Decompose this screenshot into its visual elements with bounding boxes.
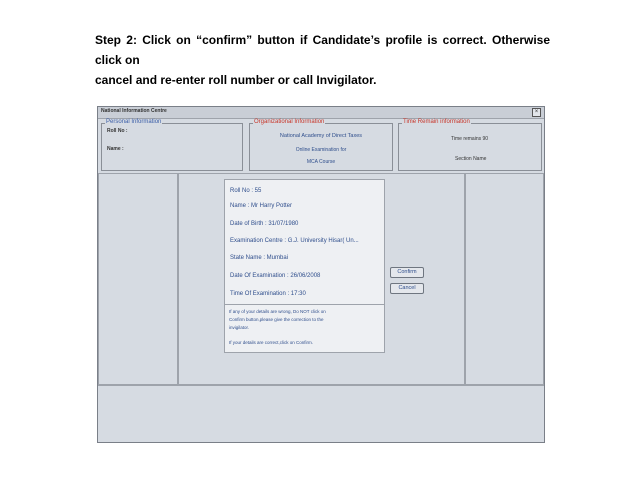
roll-no-value: Roll No : 55: [230, 188, 262, 194]
note-line-3: invigilator.: [229, 325, 250, 330]
window-title: National Information Centre: [101, 108, 167, 114]
personal-info-legend: Personal Information: [106, 119, 162, 125]
time-info-legend: Time Remain information: [403, 119, 470, 125]
state-name: State Name : Mumbai: [230, 255, 289, 261]
examination-centre: Examination Centre : G.J. University Hisar( Un...: [230, 238, 359, 244]
note-line-1: If any of your details are wrong, Do NOT click on: [229, 309, 326, 314]
exam-for-label: Online Examination for: [295, 147, 347, 153]
candidate-details-panel: [224, 179, 385, 353]
candidate-name: Name : Mr Harry Potter: [230, 203, 293, 209]
window-titlebar: [98, 107, 544, 119]
instruction-line-1: Step 2: Click on “confirm” button if Candidate’s profile is correct. Otherwise click on: [95, 33, 550, 67]
details-divider: [225, 304, 384, 305]
cancel-button[interactable]: Cancel: [390, 283, 424, 294]
wrong-details-note: [229, 308, 379, 332]
time-remains: Time remains 90: [451, 136, 489, 142]
org-name: National Academy of Direct Taxes: [279, 133, 363, 139]
org-info-legend: Organizational Information: [254, 119, 325, 125]
time-info-panel: [398, 119, 542, 171]
personal-info-panel: [101, 119, 243, 171]
date-of-birth: Date of Birth : 31/07/1980: [230, 221, 299, 227]
correct-details-note: If your details are correct,click on Confirm.: [229, 340, 314, 345]
course-name: MCA Course: [306, 159, 336, 165]
time-of-examination: Time Of Examination : 17:30: [230, 291, 306, 297]
right-column: [465, 173, 544, 385]
org-info-panel: [249, 119, 393, 171]
confirm-button[interactable]: Confirm: [390, 267, 424, 278]
date-of-examination: Date Of Examination : 26/06/2008: [230, 273, 321, 279]
left-column: [98, 173, 178, 385]
roll-no-label: Roll No :: [107, 128, 128, 134]
section-name: Section Name: [455, 156, 487, 162]
note-line-2: Confirm button,please give the correction to the: [229, 317, 324, 322]
name-label: Name :: [107, 146, 124, 152]
bottom-area: [98, 385, 544, 442]
instruction-line-2: cancel and re-enter roll number or call Invigilator.: [95, 73, 377, 87]
step-instruction: [95, 30, 550, 90]
close-icon[interactable]: ×: [532, 108, 541, 117]
